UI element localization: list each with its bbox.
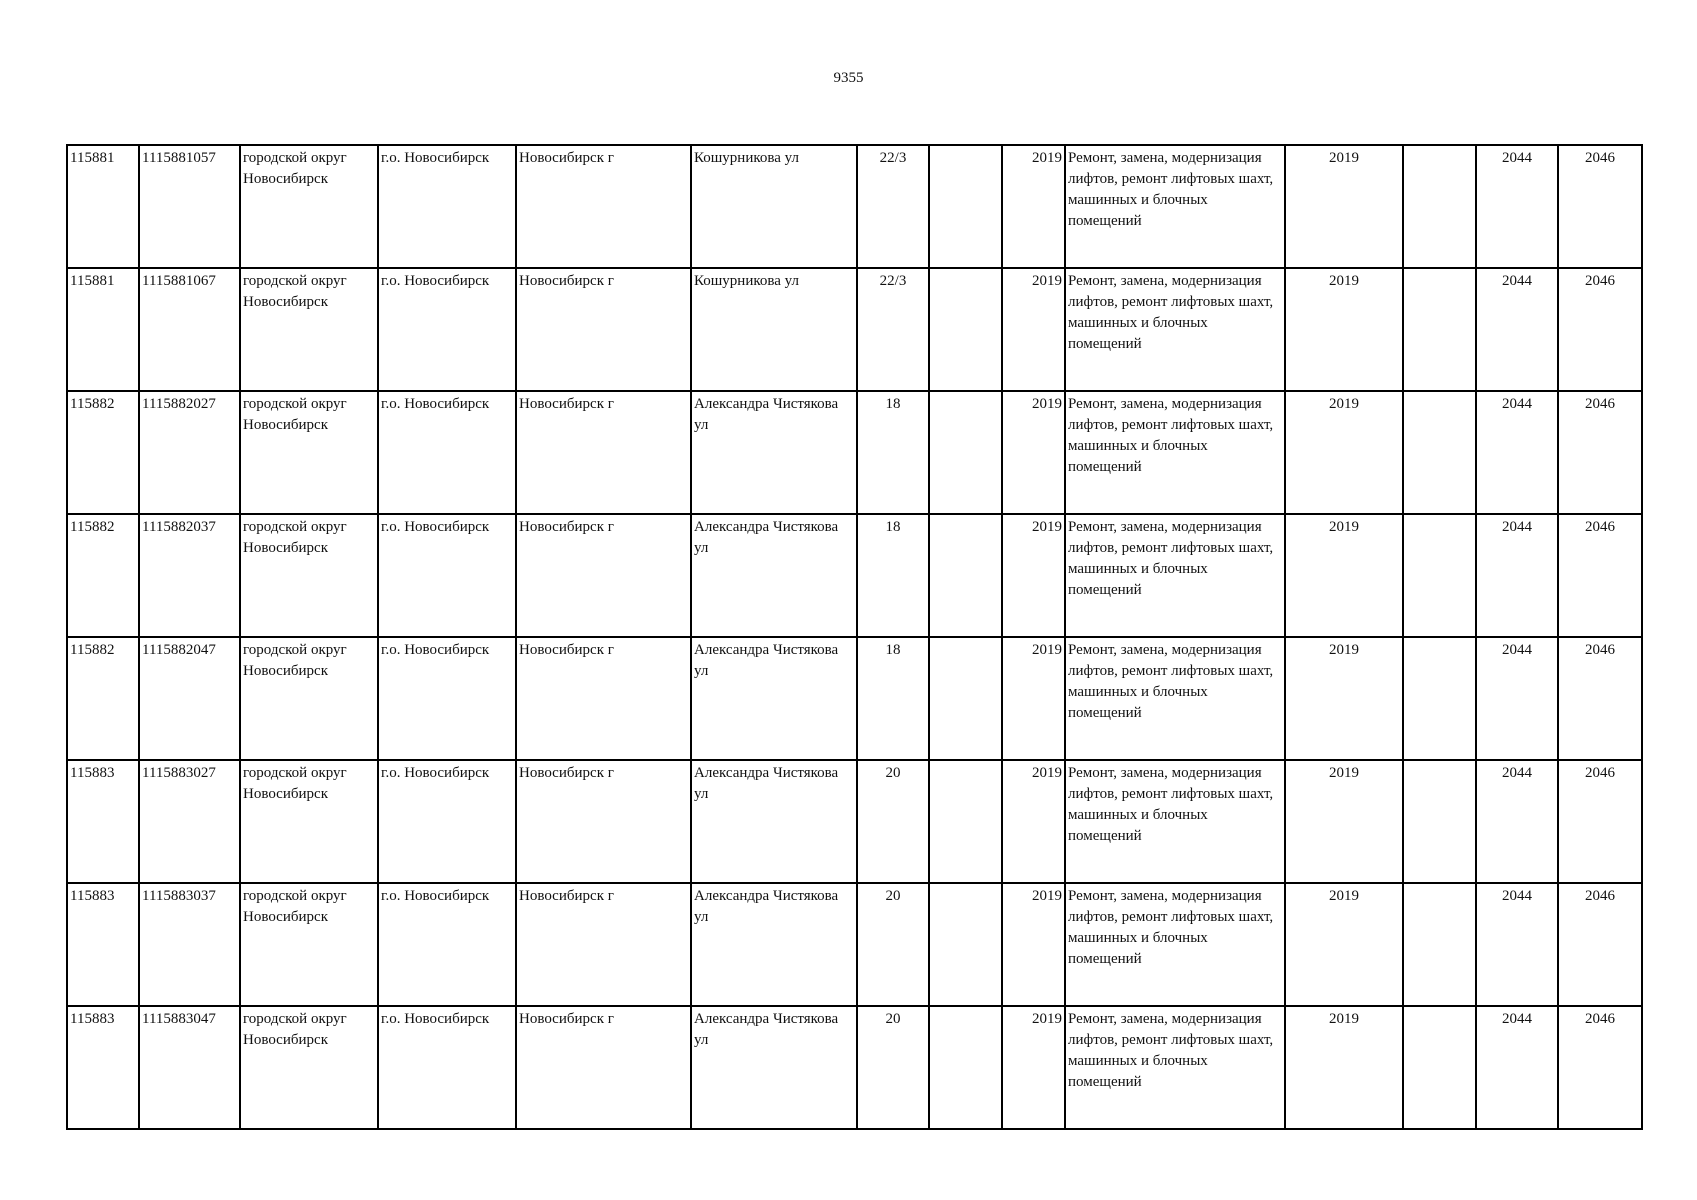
cell-year_b: 2046	[1558, 145, 1642, 268]
cell-house_number: 18	[857, 391, 929, 514]
cell-house_id: 115882	[67, 514, 139, 637]
cell-year: 2019	[1002, 883, 1065, 1006]
cell-blank	[1403, 391, 1476, 514]
table-row	[67, 268, 1642, 391]
cell-blank	[1403, 637, 1476, 760]
cell-year_b: 2046	[1558, 391, 1642, 514]
cell-district: г.о. Новосибирск	[378, 1006, 516, 1129]
cell-work_type: Ремонт, замена, модернизация лифтов, ремонт лифтовых шахт, машинных и блочных помещений	[1065, 268, 1285, 391]
registry-table-body	[67, 145, 1642, 1129]
cell-street: Кошурникова ул	[691, 145, 857, 268]
cell-blank	[1403, 883, 1476, 1006]
cell-street: Александра Чистякова ул	[691, 391, 857, 514]
cell-building	[929, 637, 1002, 760]
cell-blank	[1403, 268, 1476, 391]
cell-year_b: 2046	[1558, 637, 1642, 760]
cell-district: г.о. Новосибирск	[378, 760, 516, 883]
table-row	[67, 391, 1642, 514]
cell-planned_year: 2019	[1285, 514, 1403, 637]
cell-blank	[1403, 145, 1476, 268]
cell-locality: Новосибирск г	[516, 145, 691, 268]
cell-municipality: городской округ Новосибирск	[240, 268, 378, 391]
cell-year: 2019	[1002, 391, 1065, 514]
cell-planned_year: 2019	[1285, 391, 1403, 514]
cell-work_type: Ремонт, замена, модернизация лифтов, ремонт лифтовых шахт, машинных и блочных помещений	[1065, 883, 1285, 1006]
cell-district: г.о. Новосибирск	[378, 145, 516, 268]
cell-street: Александра Чистякова ул	[691, 1006, 857, 1129]
cell-district: г.о. Новосибирск	[378, 268, 516, 391]
cell-district: г.о. Новосибирск	[378, 391, 516, 514]
cell-building	[929, 391, 1002, 514]
cell-object_id: 1115882047	[139, 637, 240, 760]
cell-object_id: 1115883047	[139, 1006, 240, 1129]
table-row	[67, 514, 1642, 637]
cell-year: 2019	[1002, 637, 1065, 760]
cell-building	[929, 760, 1002, 883]
table-row	[67, 145, 1642, 268]
cell-year_a: 2044	[1476, 514, 1558, 637]
cell-house_id: 115882	[67, 637, 139, 760]
cell-district: г.о. Новосибирск	[378, 883, 516, 1006]
cell-planned_year: 2019	[1285, 883, 1403, 1006]
cell-year: 2019	[1002, 145, 1065, 268]
cell-year_b: 2046	[1558, 883, 1642, 1006]
cell-planned_year: 2019	[1285, 268, 1403, 391]
cell-work_type: Ремонт, замена, модернизация лифтов, ремонт лифтовых шахт, машинных и блочных помещений	[1065, 637, 1285, 760]
cell-building	[929, 1006, 1002, 1129]
cell-house_number: 22/3	[857, 268, 929, 391]
cell-year_b: 2046	[1558, 1006, 1642, 1129]
cell-locality: Новосибирск г	[516, 637, 691, 760]
cell-year_a: 2044	[1476, 391, 1558, 514]
cell-year_a: 2044	[1476, 145, 1558, 268]
cell-locality: Новосибирск г	[516, 760, 691, 883]
cell-year_b: 2046	[1558, 760, 1642, 883]
cell-municipality: городской округ Новосибирск	[240, 514, 378, 637]
table-row	[67, 1006, 1642, 1129]
cell-year: 2019	[1002, 1006, 1065, 1129]
cell-house_number: 18	[857, 637, 929, 760]
page-number: 9355	[833, 70, 864, 86]
cell-municipality: городской округ Новосибирск	[240, 1006, 378, 1129]
cell-object_id: 1115881067	[139, 268, 240, 391]
cell-year_a: 2044	[1476, 760, 1558, 883]
cell-year_a: 2044	[1476, 637, 1558, 760]
cell-blank	[1403, 1006, 1476, 1129]
cell-blank	[1403, 514, 1476, 637]
cell-house_number: 22/3	[857, 145, 929, 268]
cell-planned_year: 2019	[1285, 760, 1403, 883]
cell-locality: Новосибирск г	[516, 268, 691, 391]
cell-object_id: 1115882027	[139, 391, 240, 514]
cell-street: Кошурникова ул	[691, 268, 857, 391]
cell-year: 2019	[1002, 760, 1065, 883]
cell-year: 2019	[1002, 268, 1065, 391]
cell-municipality: городской округ Новосибирск	[240, 145, 378, 268]
cell-street: Александра Чистякова ул	[691, 514, 857, 637]
cell-house_id: 115883	[67, 760, 139, 883]
cell-house_id: 115881	[67, 268, 139, 391]
cell-building	[929, 514, 1002, 637]
cell-house_number: 20	[857, 1006, 929, 1129]
cell-year_b: 2046	[1558, 514, 1642, 637]
cell-building	[929, 268, 1002, 391]
cell-object_id: 1115883037	[139, 883, 240, 1006]
cell-year_a: 2044	[1476, 268, 1558, 391]
table-row	[67, 637, 1642, 760]
cell-municipality: городской округ Новосибирск	[240, 637, 378, 760]
cell-year: 2019	[1002, 514, 1065, 637]
cell-planned_year: 2019	[1285, 1006, 1403, 1129]
cell-municipality: городской округ Новосибирск	[240, 391, 378, 514]
cell-year_a: 2044	[1476, 883, 1558, 1006]
cell-district: г.о. Новосибирск	[378, 514, 516, 637]
cell-planned_year: 2019	[1285, 637, 1403, 760]
cell-work_type: Ремонт, замена, модернизация лифтов, ремонт лифтовых шахт, машинных и блочных помещений	[1065, 514, 1285, 637]
cell-work_type: Ремонт, замена, модернизация лифтов, ремонт лифтовых шахт, машинных и блочных помещений	[1065, 1006, 1285, 1129]
cell-municipality: городской округ Новосибирск	[240, 760, 378, 883]
table-row	[67, 883, 1642, 1006]
cell-locality: Новосибирск г	[516, 883, 691, 1006]
cell-locality: Новосибирск г	[516, 514, 691, 637]
cell-work_type: Ремонт, замена, модернизация лифтов, ремонт лифтовых шахт, машинных и блочных помещений	[1065, 391, 1285, 514]
cell-building	[929, 883, 1002, 1006]
cell-house_id: 115883	[67, 883, 139, 1006]
cell-street: Александра Чистякова ул	[691, 883, 857, 1006]
cell-locality: Новосибирск г	[516, 1006, 691, 1129]
cell-object_id: 1115881057	[139, 145, 240, 268]
cell-house_number: 18	[857, 514, 929, 637]
cell-house_id: 115882	[67, 391, 139, 514]
registry-table	[66, 144, 1643, 1130]
table-row	[67, 760, 1642, 883]
cell-house_number: 20	[857, 760, 929, 883]
cell-building	[929, 145, 1002, 268]
cell-object_id: 1115882037	[139, 514, 240, 637]
cell-object_id: 1115883027	[139, 760, 240, 883]
cell-street: Александра Чистякова ул	[691, 760, 857, 883]
cell-blank	[1403, 760, 1476, 883]
cell-house_number: 20	[857, 883, 929, 1006]
cell-street: Александра Чистякова ул	[691, 637, 857, 760]
cell-work_type: Ремонт, замена, модернизация лифтов, ремонт лифтовых шахт, машинных и блочных помещений	[1065, 760, 1285, 883]
cell-work_type: Ремонт, замена, модернизация лифтов, ремонт лифтовых шахт, машинных и блочных помещений	[1065, 145, 1285, 268]
cell-planned_year: 2019	[1285, 145, 1403, 268]
cell-year_b: 2046	[1558, 268, 1642, 391]
cell-year_a: 2044	[1476, 1006, 1558, 1129]
cell-district: г.о. Новосибирск	[378, 637, 516, 760]
cell-house_id: 115881	[67, 145, 139, 268]
cell-house_id: 115883	[67, 1006, 139, 1129]
cell-locality: Новосибирск г	[516, 391, 691, 514]
cell-municipality: городской округ Новосибирск	[240, 883, 378, 1006]
